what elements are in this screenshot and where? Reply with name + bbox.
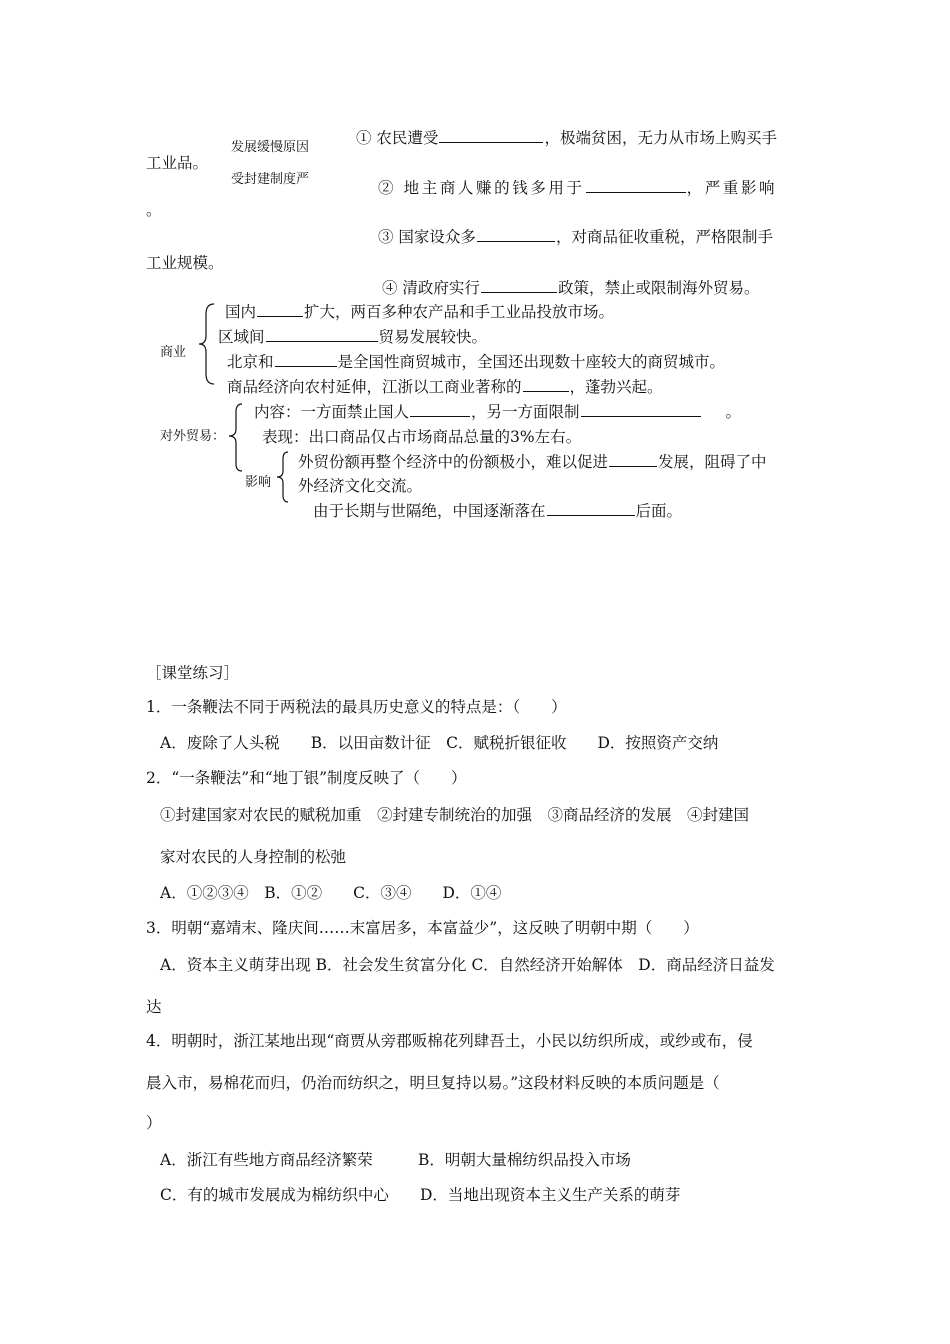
blank-line [266, 327, 378, 342]
reason-1-pre: ① 农民遭受 [356, 129, 439, 147]
reason-1-post: ，极端贫困，无力从市场上购买手 [544, 129, 777, 147]
impact-line-2 [313, 501, 682, 521]
impact-line-1-pre: 外贸份额再整个经济中的份额极小，难以促进 [298, 453, 609, 471]
commerce-line-2 [218, 327, 487, 347]
blank-line [477, 227, 555, 242]
impact-line-2-pre: 由于长期与世隔绝，中国逐渐落在 [313, 502, 546, 520]
reason-4 [382, 278, 759, 298]
question-4-line-2: 晨入市，易棉花而归，仍治而纺织之，明旦复持以易。”这段材料反映的本质问题是（ [146, 1074, 720, 1092]
question-4-option-b: B．明朝大量棉纺织品投入市场 [418, 1151, 631, 1169]
question-4-line-3: ） [146, 1114, 162, 1132]
blank-line [439, 128, 543, 143]
practice-heading: ［课堂练习］ [146, 664, 240, 682]
commerce-line-4-post: ，蓬勃兴起。 [569, 378, 663, 396]
commerce-line-4 [227, 377, 663, 397]
impact-line-1-cont: 外经济文化交流。 [298, 477, 423, 495]
commerce-line-2-pre: 区域间 [218, 328, 265, 346]
reason-3-pre: ③ 国家设众多 [378, 228, 476, 246]
trade-content [254, 402, 741, 422]
question-3: 3．明朝“嘉靖末、隆庆间……末富居多，本富益少”，这反映了明朝中期（ ） [146, 919, 699, 937]
blank-line [275, 352, 337, 367]
trade-content-end: 。 [725, 403, 742, 421]
blank-line [481, 278, 557, 293]
commerce-line-1-pre: 国内 [225, 303, 257, 321]
question-3-options-cont: 达 [146, 998, 162, 1016]
impact-line-1-post: 发展，阻碍了中 [658, 453, 767, 471]
commerce-line-3 [227, 352, 725, 372]
question-2-items: ①封建国家对农民的赋税加重 ②封建专制统治的加强 ③商品经济的发展 ④封建国 [160, 806, 750, 824]
commerce-line-4-pre: 商品经济向农村延伸，江浙以工商业著称的 [227, 378, 522, 396]
commerce-line-1 [225, 302, 614, 322]
reason-2-pre: ② 地主商人赚的钱多用于 [378, 179, 585, 197]
reason-1 [356, 128, 777, 148]
impact-line-2-post: 后面。 [635, 502, 683, 520]
reason-2 [378, 178, 777, 198]
question-2-options: A．①②③④ B．①② C．③④ D．①④ [160, 884, 502, 902]
reason-4-pre: ④ 清政府实行 [382, 279, 480, 297]
commerce-brace [198, 302, 216, 386]
reason-label-2: 受封建制度严 [231, 172, 310, 187]
blank-line [410, 402, 470, 417]
impact-line-1 [298, 452, 767, 472]
question-2-items-cont: 家对农民的人身控制的松弛 [160, 848, 347, 866]
reason-label-tail: 。 [146, 201, 162, 219]
impact-label: 影响 [245, 475, 272, 490]
question-1-options: A．废除了人头税 B．以田亩数计征 C．赋税折银征收 D．按照资产交纳 [160, 734, 719, 752]
trade-content-pre: 内容：一方面禁止国人 [254, 403, 410, 421]
blank-line [257, 302, 303, 317]
blank-line [547, 501, 635, 516]
commerce-line-1-post: 扩大，两百多种农产品和手工业品投放市场。 [304, 303, 615, 321]
reason-3-post: ，对商品征收重税，严格限制手 [555, 228, 773, 246]
reason-3 [378, 227, 773, 247]
commerce-line-3-post: 是全国性商贸城市，全国还出现数十座较大的商贸城市。 [337, 353, 726, 371]
question-4-option-c: C．有的城市发展成为棉纺织中心 [160, 1186, 389, 1204]
blank-line [586, 178, 686, 193]
trade-label: 对外贸易： [160, 429, 226, 444]
blank-line [609, 452, 657, 467]
impact-brace [276, 450, 290, 504]
trade-brace [228, 402, 244, 472]
blank-line [523, 377, 569, 392]
question-3-options: A．资本主义萌芽出现 B．社会发生贫富分化 C．自然经济开始解体 D．商品经济日益发 [160, 956, 775, 974]
reason-2-post: ，严重影响 [686, 179, 778, 197]
question-4-option-a: A．浙江有些地方商品经济繁荣 [160, 1151, 373, 1169]
question-4-option-d: D．当地出现资本主义生产关系的萌芽 [420, 1186, 681, 1204]
commerce-line-3-pre: 北京和 [227, 353, 274, 371]
question-4-line-1: 4．明朝时，浙江某地出现“商贾从旁郡贩棉花列肆吾土，小民以纺织所成，或纱或布，侵 [146, 1032, 753, 1050]
question-2: 2．“一条鞭法”和“地丁银”制度反映了（ ） [146, 769, 467, 787]
reason-1-cont: 工业品。 [146, 154, 209, 172]
commerce-line-2-post: 贸易发展较快。 [378, 328, 488, 346]
reason-4-post: 政策，禁止或限制海外贸易。 [557, 279, 760, 297]
trade-content-mid: ，另一方面限制 [471, 403, 580, 421]
reason-3-cont: 工业规模。 [146, 254, 224, 272]
reason-label-1: 发展缓慢原因 [231, 140, 310, 155]
blank-line [581, 402, 701, 417]
trade-performance: 表现：出口商品仅占市场商品总量的3%左右。 [262, 428, 582, 446]
commerce-label: 商业 [160, 345, 187, 360]
question-1: 1．一条鞭法不同于两税法的最具历史意义的特点是：（ ） [146, 698, 567, 716]
